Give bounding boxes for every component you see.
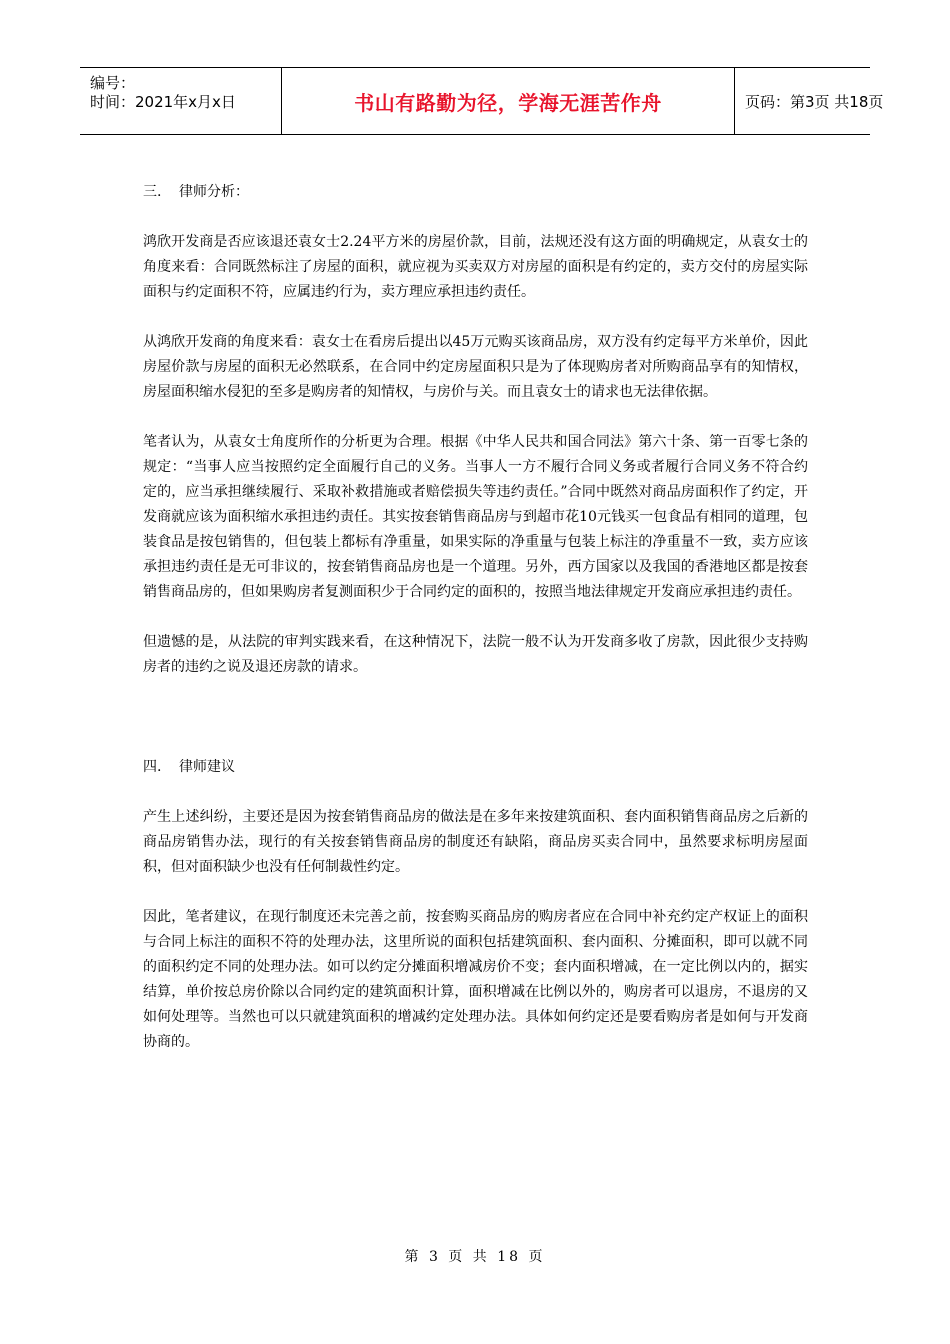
paragraph: 产生上述纠纷，主要还是因为按套销售商品房的做法是在多年来按建筑面积、套内面积销售商品房之后新的商品房销售办法，现行的有关按套销售商品房的制度还有缺陷，商品房买卖合同中，虽然要求标明房屋面积，但对面积缺少也没有任何制裁性约定。 xyxy=(143,809,808,875)
header-page-number: 页码：第3页 共18页 xyxy=(745,92,884,111)
paragraph: 但遗憾的是，从法院的审判实践来看，在这种情况下，法院一般不认为开发商多收了房款，因此很少支持购房者的违约之说及退还房款的请求。 xyxy=(143,634,808,675)
page-header xyxy=(80,67,884,135)
section-number: 四. xyxy=(143,759,162,775)
header-motto: 书山有路勤为径，学海无涯苦作舟 xyxy=(354,90,662,115)
section-title: 律师分析： xyxy=(179,184,249,200)
document-date: 时间：2021年x月x日 xyxy=(90,93,236,111)
paragraph: 因此，笔者建议，在现行制度还未完善之前，按套购买商品房的购房者应在合同中补充约定产权证上的面积与合同上标注的面积不符的处理办法，这里所说的面积包括建筑面积、套内面积、分摊面积，即可以就不同的面积约定不同的处理办法。如可以约定分摊面积增减房价不变；套内面积增减，在一定比例以内的，据实结算，单价按总房价除以合同约定的建筑面积计算，面积增减在比例以外的，购房者可以退房，不退房的又如何处理等。当然也可以只就建筑面积的增减约定处理办法。具体如何约定还是要看购房者是如何与开发商协商的。 xyxy=(143,909,808,1050)
section-title: 律师建议 xyxy=(179,759,235,775)
section-heading-advice xyxy=(143,755,808,780)
section-number: 三. xyxy=(143,184,162,200)
section-heading-analysis xyxy=(143,180,808,205)
document-body xyxy=(143,180,808,1055)
paragraph: 笔者认为，从袁女士角度所作的分析更为合理。根据《中华人民共和国合同法》第六十条、第一百零七条的规定：“当事人应当按照约定全面履行自己的义务。当事人一方不履行合同义务或者履行合同义务不符合约定的，应当承担继续履行、采取补救措施或者赔偿损失等违约责任。”合同中既然对商品房面积作了约定，开发商就应该为面积缩水承担违约责任。其实按套销售商品房与到超市花10元钱买一包食品有相同的道理，包装食品是按包销售的，但包装上都标有净重量，如果实际的净重量与包装上标注的净重量不一致，卖方应该承担违约责任是无可非议的，按套销售商品房也是一个道理。另外，西方国家以及我国的香港地区都是按套销售商品房的，但如果购房者复测面积少于合同约定的面积的，按照当地法律规定开发商应承担违约责任。 xyxy=(143,434,808,600)
paragraph: 从鸿欣开发商的角度来看：袁女士在看房后提出以45万元购买该商品房，双方没有约定每平方米单价，因此房屋价款与房屋的面积无必然联系，在合同中约定房屋面积只是为了体现购房者对所购商品享有的知情权，房屋面积缩水侵犯的至多是购房者的知情权，与房价与关。而且袁女士的请求也无法律依据。 xyxy=(143,334,808,400)
header-meta xyxy=(80,68,282,134)
paragraph: 鸿欣开发商是否应该退还袁女士2.24平方米的房屋价款，目前，法规还没有这方面的明确规定，从袁女士的角度来看：合同既然标注了房屋的面积，就应视为买卖双方对房屋的面积是有约定的，卖方交付的房屋实际面积与约定面积不符，应属违约行为，卖方理应承担违约责任。 xyxy=(143,234,808,300)
page-footer: 第 3 页 共 18 页 xyxy=(404,1249,546,1265)
header-motto-cell xyxy=(282,68,735,134)
document-number-label: 编号： xyxy=(90,74,136,92)
